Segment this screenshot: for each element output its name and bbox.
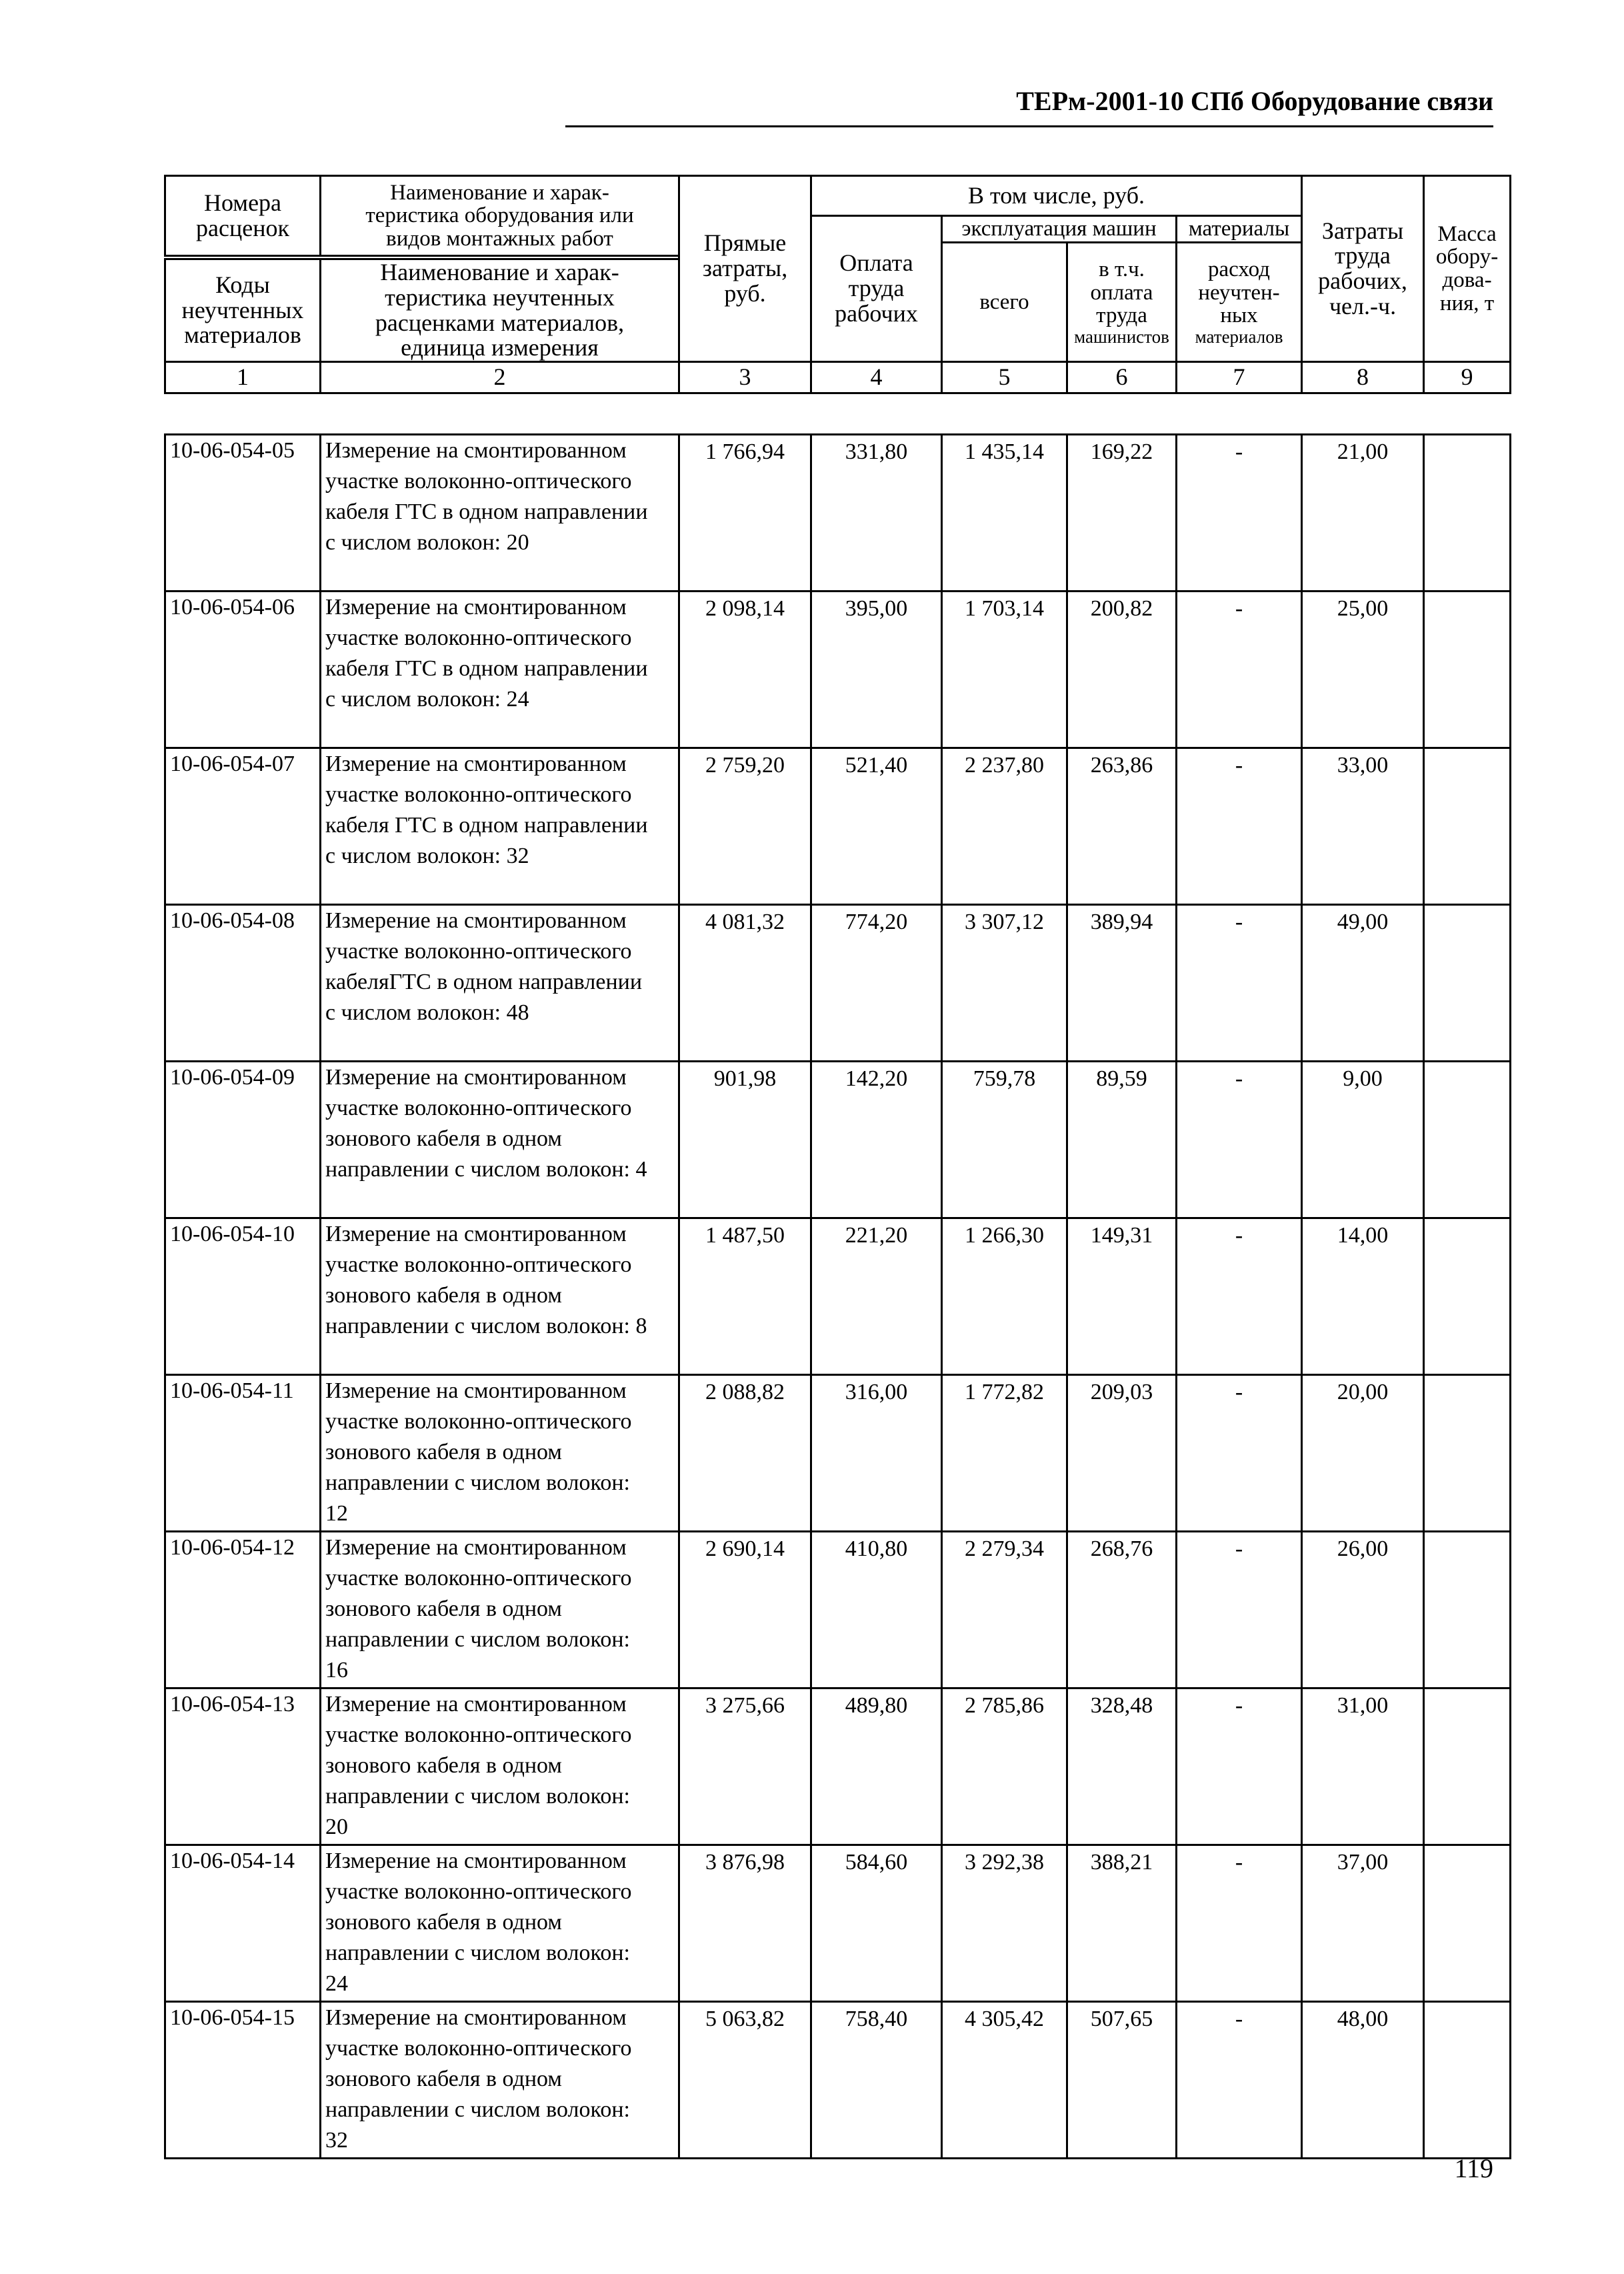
machinist-pay-cell: 149,31 (1067, 1218, 1177, 1375)
table-row (165, 435, 1511, 592)
materials-cell: - (1177, 1218, 1302, 1375)
work-name-cell (321, 1845, 679, 2002)
table-row (165, 1062, 1511, 1218)
direct-costs-cell: 3 876,98 (679, 1845, 811, 2002)
direct-costs-cell: 2 088,82 (679, 1375, 811, 1532)
materials-cell: - (1177, 592, 1302, 748)
table-row (165, 1845, 1511, 2002)
labor-hours-cell: 25,00 (1302, 592, 1424, 748)
machinist-pay-cell: 507,65 (1067, 2002, 1177, 2159)
machines-total-cell: 4 305,42 (942, 2002, 1067, 2159)
rate-code-cell: 10-06-054-13 (165, 1688, 321, 1845)
work-name-line: Измерение на смонтированном (325, 752, 627, 776)
table-row (165, 1688, 1511, 1845)
rate-code-cell: 10-06-054-09 (165, 1062, 321, 1218)
work-name-line: участке волоконно-оптического (325, 1566, 632, 1590)
column-number: 9 (1424, 362, 1511, 393)
labor-pay-cell: 331,80 (811, 435, 942, 592)
header-material-name: Наименование и харак- теристика неучтенных расценками материалов, единица измерения (321, 259, 679, 362)
machines-total-cell: 2 279,34 (942, 1532, 1067, 1688)
column-number: 6 (1067, 362, 1177, 393)
work-name-line: направлении с числом волокон: (325, 1627, 630, 1652)
work-name-line: направлении с числом волокон: (325, 2097, 630, 2122)
work-name-line: участке волоконно-оптического (325, 626, 632, 650)
work-name-line: участке волоконно-оптического (325, 782, 632, 807)
work-name-line: Измерение на смонтированном (325, 1378, 627, 1403)
header-material-codes: Коды неучтенных материалов (165, 259, 321, 362)
table-header (164, 175, 1511, 394)
labor-hours-cell: 37,00 (1302, 1845, 1424, 2002)
labor-pay-cell: 521,40 (811, 748, 942, 905)
table-row (165, 748, 1511, 905)
header-machinist-pay: в т.ч. оплата труда машинистов (1067, 243, 1177, 362)
header-equipment-mass: Масса обору- дова- ния, т (1424, 176, 1511, 362)
header-labor-pay: Оплата труда рабочих (811, 216, 942, 362)
equipment-mass-cell (1424, 1062, 1511, 1218)
machinist-pay-cell: 263,86 (1067, 748, 1177, 905)
table-row (165, 2002, 1511, 2159)
machines-total-cell: 1 266,30 (942, 1218, 1067, 1375)
equipment-mass-cell (1424, 435, 1511, 592)
header-column-numbers (165, 362, 1511, 393)
work-name-line: с числом волокон: 48 (325, 1000, 529, 1025)
equipment-mass-cell (1424, 1218, 1511, 1375)
work-name-cell (321, 1062, 679, 1218)
table-row (165, 1375, 1511, 1532)
rate-code-cell: 10-06-054-15 (165, 2002, 321, 2159)
labor-hours-cell: 20,00 (1302, 1375, 1424, 1532)
labor-hours-cell: 21,00 (1302, 435, 1424, 592)
work-name-line: кабеля ГТС в одном направлении (325, 656, 648, 681)
materials-cell: - (1177, 2002, 1302, 2159)
work-name-line: с числом волокон: 20 (325, 530, 529, 555)
labor-pay-cell: 142,20 (811, 1062, 942, 1218)
rate-code-cell: 10-06-054-06 (165, 592, 321, 748)
labor-hours-cell: 26,00 (1302, 1532, 1424, 1688)
work-name-line: Измерение на смонтированном (325, 1535, 627, 1560)
table-row (165, 1532, 1511, 1688)
work-name-line: участке волоконно-оптического (325, 939, 632, 964)
work-name-line: участке волоконно-оптического (325, 1879, 632, 1904)
machines-total-cell: 3 307,12 (942, 905, 1067, 1062)
work-name-line: направлении с числом волокон: (325, 1941, 630, 1965)
direct-costs-cell: 1 766,94 (679, 435, 811, 592)
equipment-mass-cell (1424, 1688, 1511, 1845)
work-name-line: направлении с числом волокон: 8 (325, 1314, 647, 1338)
header-labor-hours: Затраты труда рабочих, чел.-ч. (1302, 176, 1424, 362)
work-name-line: зонового кабеля в одном (325, 1126, 562, 1151)
materials-cell: - (1177, 748, 1302, 905)
work-name-line: направлении с числом волокон: 4 (325, 1157, 647, 1182)
work-name-line: зонового кабеля в одном (325, 1753, 562, 1778)
rates-table (164, 433, 1511, 2159)
work-name-line: 12 (325, 1501, 348, 1526)
header-group-materials: материалы (1177, 216, 1302, 243)
work-name-line: Измерение на смонтированном (325, 438, 627, 463)
machines-total-cell: 1 772,82 (942, 1375, 1067, 1532)
machines-total-cell: 2 785,86 (942, 1688, 1067, 1845)
work-name-line: Измерение на смонтированном (325, 1065, 627, 1090)
labor-pay-cell: 489,80 (811, 1688, 942, 1845)
rate-code-cell: 10-06-054-11 (165, 1375, 321, 1532)
work-name-line: участке волоконно-оптического (325, 1723, 632, 1747)
work-name-line: зонового кабеля в одном (325, 2067, 562, 2091)
labor-pay-cell: 584,60 (811, 1845, 942, 2002)
labor-hours-cell: 33,00 (1302, 748, 1424, 905)
labor-pay-cell: 410,80 (811, 1532, 942, 1688)
labor-hours-cell: 9,00 (1302, 1062, 1424, 1218)
work-name-cell (321, 1688, 679, 1845)
equipment-mass-cell (1424, 2002, 1511, 2159)
work-name-line: Измерение на смонтированном (325, 908, 627, 933)
equipment-mass-cell (1424, 1375, 1511, 1532)
direct-costs-cell: 2 759,20 (679, 748, 811, 905)
rate-code-cell: 10-06-054-10 (165, 1218, 321, 1375)
table-row (165, 592, 1511, 748)
work-name-line: Измерение на смонтированном (325, 1222, 627, 1246)
equipment-mass-cell (1424, 1845, 1511, 2002)
work-name-line: 16 (325, 1658, 348, 1682)
column-number: 8 (1302, 362, 1424, 393)
direct-costs-cell: 2 690,14 (679, 1532, 811, 1688)
work-name-line: с числом волокон: 24 (325, 687, 529, 712)
machinist-pay-cell: 169,22 (1067, 435, 1177, 592)
column-number: 2 (321, 362, 679, 393)
machines-total-cell: 1 703,14 (942, 592, 1067, 748)
labor-hours-cell: 49,00 (1302, 905, 1424, 1062)
work-name-cell (321, 592, 679, 748)
materials-cell: - (1177, 1062, 1302, 1218)
machines-total-cell: 1 435,14 (942, 435, 1067, 592)
machinist-pay-cell: 89,59 (1067, 1062, 1177, 1218)
machinist-pay-cell: 389,94 (1067, 905, 1177, 1062)
rate-code-cell: 10-06-054-12 (165, 1532, 321, 1688)
running-head-rule (565, 125, 1493, 127)
work-name-cell (321, 1532, 679, 1688)
labor-pay-cell: 395,00 (811, 592, 942, 748)
machines-total-cell: 3 292,38 (942, 1845, 1067, 2002)
work-name-line: зонового кабеля в одном (325, 1283, 562, 1308)
materials-cell: - (1177, 1845, 1302, 2002)
rates-table-body (165, 435, 1511, 2159)
work-name-line: Измерение на смонтированном (325, 2005, 627, 2030)
work-name-cell (321, 2002, 679, 2159)
direct-costs-cell: 1 487,50 (679, 1218, 811, 1375)
work-name-line: кабеля ГТС в одном направлении (325, 499, 648, 524)
labor-pay-cell: 316,00 (811, 1375, 942, 1532)
labor-pay-cell: 758,40 (811, 2002, 942, 2159)
materials-cell: - (1177, 905, 1302, 1062)
column-number: 3 (679, 362, 811, 393)
header-work-name: Наименование и харак- теристика оборудования или видов монтажных работ (321, 176, 679, 256)
machinist-pay-cell: 328,48 (1067, 1688, 1177, 1845)
machinist-pay-cell: 209,03 (1067, 1375, 1177, 1532)
work-name-line: участке волоконно-оптического (325, 469, 632, 493)
machinist-pay-cell: 388,21 (1067, 1845, 1177, 2002)
machines-total-cell: 759,78 (942, 1062, 1067, 1218)
column-number: 7 (1177, 362, 1302, 393)
work-name-line: зонового кабеля в одном (325, 1596, 562, 1621)
work-name-cell (321, 1218, 679, 1375)
work-name-cell (321, 748, 679, 905)
materials-cell: - (1177, 435, 1302, 592)
direct-costs-cell: 3 275,66 (679, 1688, 811, 1845)
labor-hours-cell: 48,00 (1302, 2002, 1424, 2159)
equipment-mass-cell (1424, 592, 1511, 748)
direct-costs-cell: 4 081,32 (679, 905, 811, 1062)
header-machines-total: всего (942, 243, 1067, 362)
equipment-mass-cell (1424, 905, 1511, 1062)
header-direct-costs: Прямые затраты, руб. (679, 176, 811, 362)
work-name-line: зонового кабеля в одном (325, 1910, 562, 1935)
page-number: 119 (1454, 2153, 1493, 2183)
work-name-line: 24 (325, 1971, 348, 1996)
work-name-line: 32 (325, 2128, 348, 2153)
work-name-cell (321, 1375, 679, 1532)
direct-costs-cell: 2 098,14 (679, 592, 811, 748)
direct-costs-cell: 901,98 (679, 1062, 811, 1218)
work-name-line: участке волоконно-оптического (325, 1409, 632, 1434)
work-name-line: кабеля ГТС в одном направлении (325, 813, 648, 838)
work-name-line: кабеляГТС в одном направлении (325, 970, 643, 994)
table-row (165, 905, 1511, 1062)
materials-cell: - (1177, 1532, 1302, 1688)
work-name-cell (321, 905, 679, 1062)
materials-cell: - (1177, 1375, 1302, 1532)
work-name-line: участке волоконно-оптического (325, 1096, 632, 1120)
work-name-line: направлении с числом волокон: (325, 1784, 630, 1809)
header-group-including: В том числе, руб. (811, 176, 1302, 216)
table-row (165, 1218, 1511, 1375)
work-name-line: Измерение на смонтированном (325, 595, 627, 620)
equipment-mass-cell (1424, 1532, 1511, 1688)
work-name-cell (321, 435, 679, 592)
equipment-mass-cell (1424, 748, 1511, 905)
rate-code-cell: 10-06-054-05 (165, 435, 321, 592)
direct-costs-cell: 5 063,82 (679, 2002, 811, 2159)
work-name-line: участке волоконно-оптического (325, 1252, 632, 1277)
header-material-consumption: расход неучтен- ных материалов (1177, 243, 1302, 362)
work-name-line: направлении с числом волокон: (325, 1470, 630, 1495)
machinist-pay-cell: 200,82 (1067, 592, 1177, 748)
column-number: 1 (165, 362, 321, 393)
rate-code-cell: 10-06-054-08 (165, 905, 321, 1062)
rate-code-cell: 10-06-054-14 (165, 1845, 321, 2002)
work-name-line: участке волоконно-оптического (325, 2036, 632, 2061)
machines-total-cell: 2 237,80 (942, 748, 1067, 905)
labor-pay-cell: 221,20 (811, 1218, 942, 1375)
running-head: ТЕРм-2001-10 СПб Оборудование связи (1016, 86, 1493, 116)
work-name-line: зонового кабеля в одном (325, 1440, 562, 1464)
column-number: 4 (811, 362, 942, 393)
materials-cell: - (1177, 1688, 1302, 1845)
work-name-line: Измерение на смонтированном (325, 1849, 627, 1873)
labor-hours-cell: 14,00 (1302, 1218, 1424, 1375)
labor-pay-cell: 774,20 (811, 905, 942, 1062)
labor-hours-cell: 31,00 (1302, 1688, 1424, 1845)
work-name-line: 20 (325, 1815, 348, 1839)
column-number: 5 (942, 362, 1067, 393)
header-rate-number: Номера расценок (165, 176, 321, 256)
work-name-line: с числом волокон: 32 (325, 844, 529, 868)
rate-code-cell: 10-06-054-07 (165, 748, 321, 905)
work-name-line: Измерение на смонтированном (325, 1692, 627, 1717)
machinist-pay-cell: 268,76 (1067, 1532, 1177, 1688)
header-group-machines: эксплуатация машин (942, 216, 1177, 243)
